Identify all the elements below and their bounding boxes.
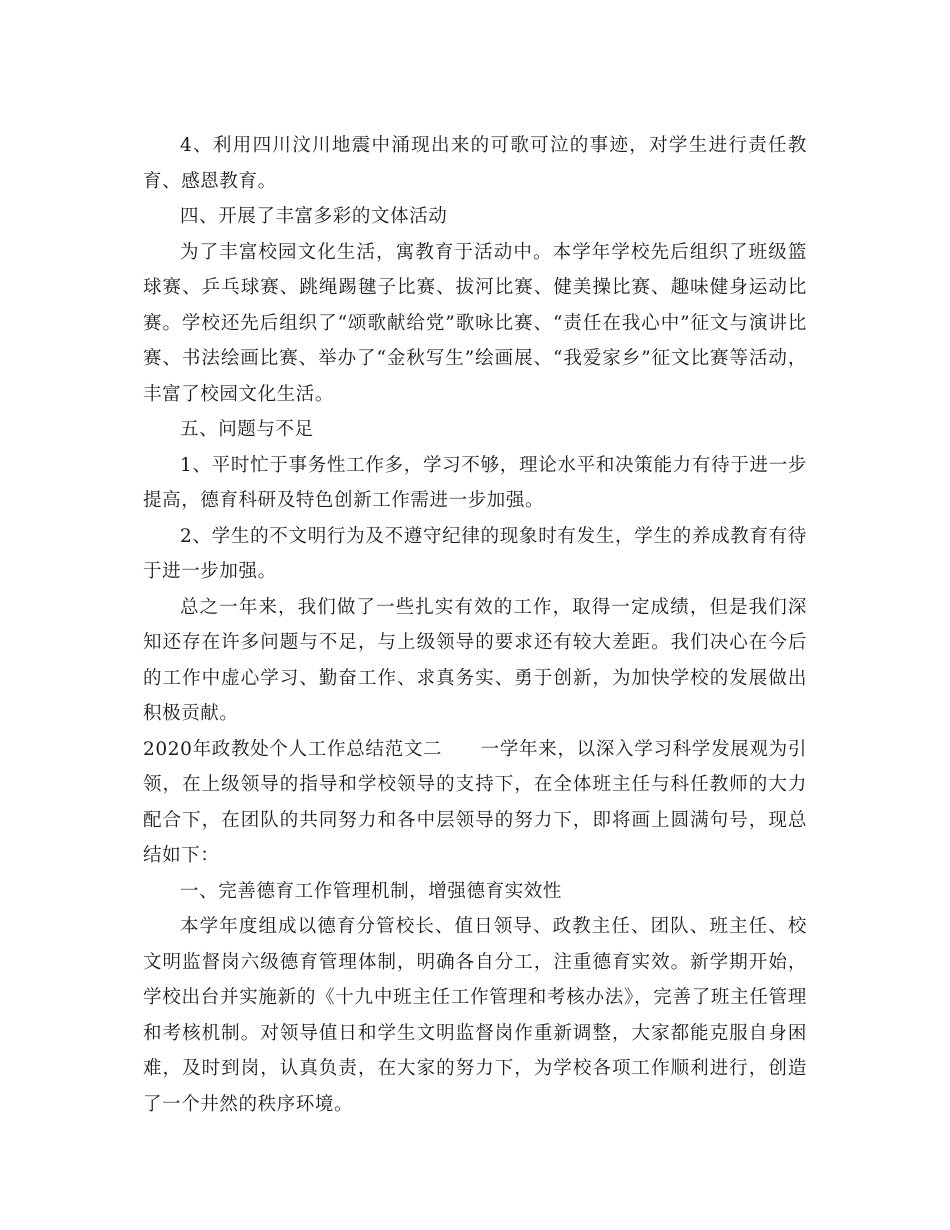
section-intro-text: 一学年来，以深入学习科学发展观为引领，在上级领导的指导和学校领导的支持下，在全体班主任与科任教师的大力配合下，在团队的共同努力和各中层领导的努力下，即将画上圆满句号，现总结如下： — [143, 738, 807, 866]
section-two-intro — [143, 732, 807, 874]
document-body — [143, 128, 807, 1122]
paragraph-earthquake-education: 4、利用四川汶川地震中涌现出来的可歌可泣的事迹，对学生进行责任教育、感恩教育。 — [143, 135, 807, 192]
section-title: 2020年政教处个人工作总结范文二 — [143, 738, 443, 760]
paragraph-campus-activities: 为了丰富校园文化生活，寓教育于活动中。本学年学校先后组织了班级篮球赛、乒乓球赛、跳绳踢毽子比赛、拔河比赛、健美操比赛、趣味健身运动比赛。学校还先后组织了“颂歌献给党”歌咏比赛、“责任在我心中”征文与演讲比赛、书法绘画比赛、举办了“金秋写生”绘画展、“我爱家乡”征文比赛等活动，丰富了校园文化生活。 — [143, 241, 807, 405]
paragraph-management-system: 本学年度组成以德育分管校长、值日领导、政教主任、团队、班主任、校文明监督岗六级德育管理体制，明确各自分工，注重德育实效。新学期开始，学校出台并实施新的《十九中班主任工作管理和考核办法》，完善了班主任管理和考核机制。对领导值日和学生文明监督岗作重新调整，大家都能克服自身困难，及时到岗，认真负责，在大家的努力下，为学校各项工作顺利进行，创造了一个井然的秩序环境。 — [143, 916, 807, 1115]
heading-problems-shortcomings: 五、问题与不足 — [180, 419, 314, 440]
section-title-gap — [442, 739, 480, 760]
heading-cultural-sports-activities: 四、开展了丰富多彩的文体活动 — [180, 206, 448, 227]
paragraph-problem-2: 2、学生的不文明行为及不遵守纪律的现象时有发生，学生的养成教育有待于进一步加强。 — [143, 525, 807, 582]
paragraph-conclusion: 总之一年来，我们做了一些扎实有效的工作，取得一定成绩，但是我们深知还存在许多问题与不足，与上级领导的要求还有较大差距。我们决心在今后的工作中虚心学习、勤奋工作、求真务实、勇于创新，为加快学校的发展做出积极贡献。 — [143, 596, 807, 724]
heading-moral-education-mechanism: 一、完善德育工作管理机制，增强德育实效性 — [180, 880, 563, 902]
paragraph-problem-1: 1、平时忙于事务性工作多，学习不够，理论水平和决策能力有待于进一步提高，德育科研及特色创新工作需进一步加强。 — [143, 454, 807, 511]
